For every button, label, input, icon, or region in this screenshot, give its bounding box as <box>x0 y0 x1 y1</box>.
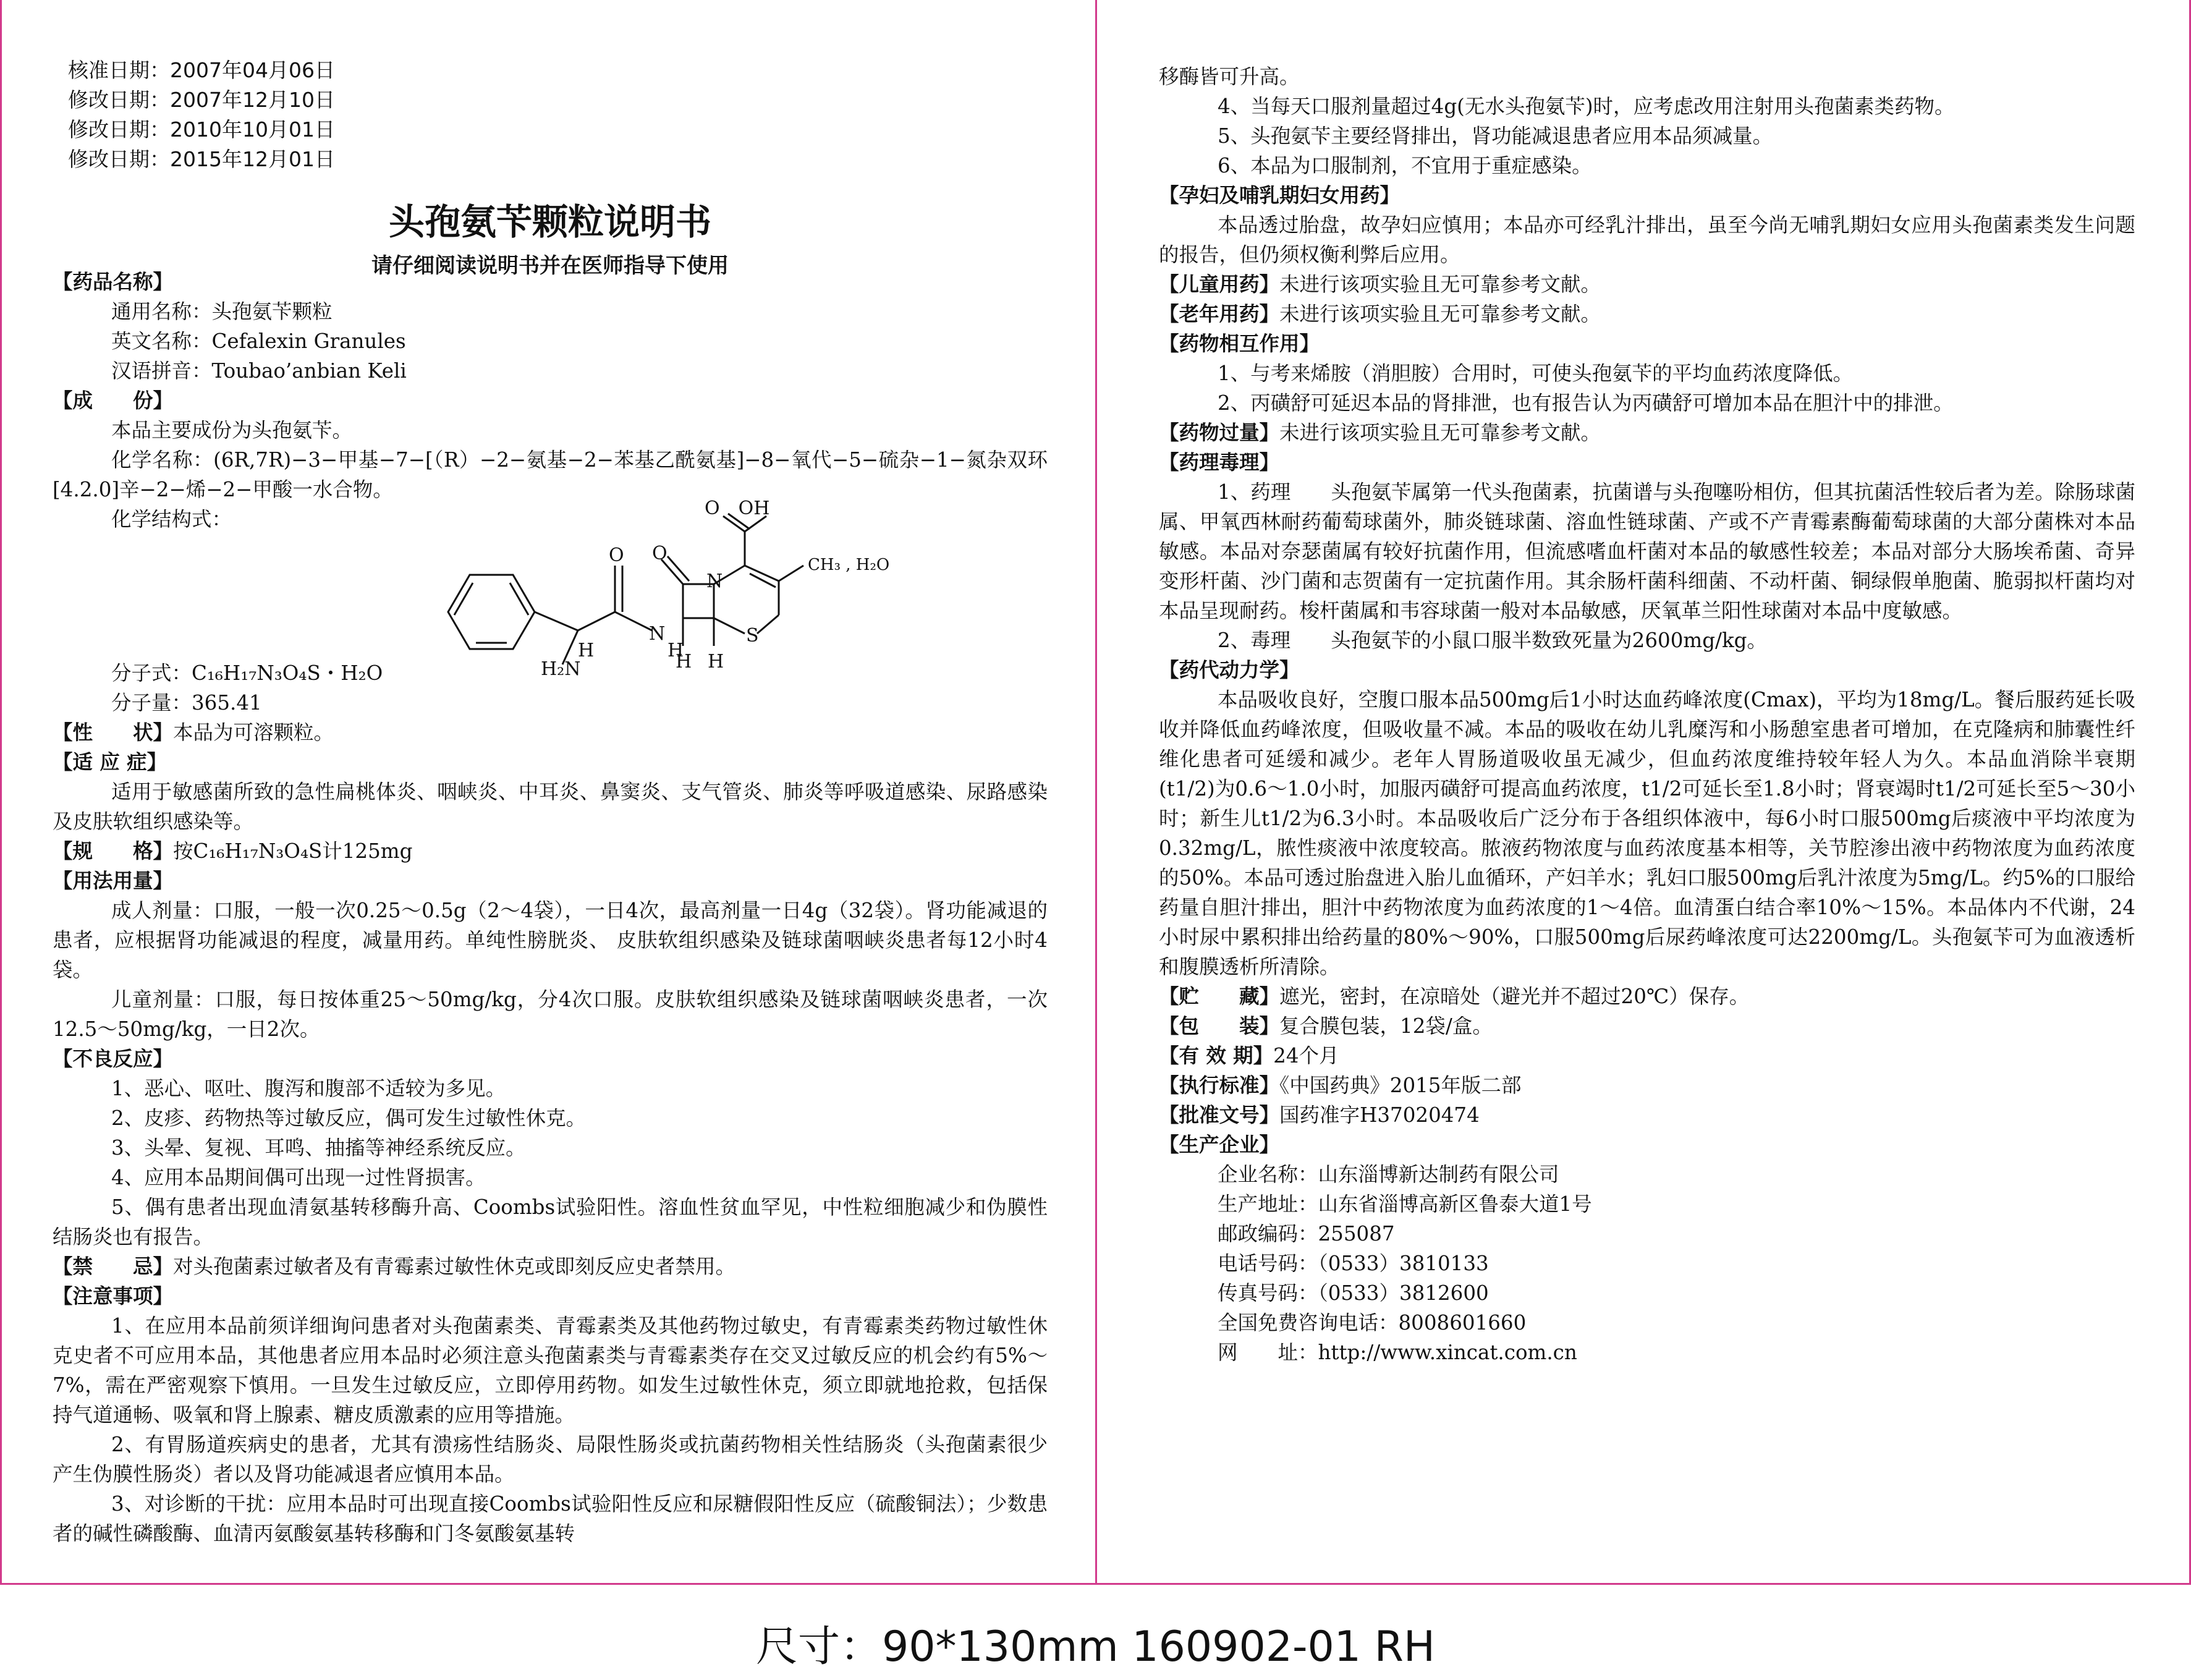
section-header: 【贮 藏】 <box>1159 985 1280 1008</box>
list-item: 2、丙磺舒可延迟本品的肾排泄，也有报告认为丙磺舒可增加本品在胆汁中的排泄。 <box>1218 391 1954 415</box>
section-header: 【包 装】 <box>1159 1014 1280 1038</box>
section-header: 【儿童用药】 <box>1159 273 1280 296</box>
approval-text: 国药准字H37020474 <box>1279 1103 1480 1127</box>
contraindications-section <box>53 1252 1048 1281</box>
list-item: 1、恶心、呕吐、腹泻和腹部不适较为多见。 <box>111 1077 506 1100</box>
company-name: 企业名称：山东淄博新达制药有限公司 <box>1218 1163 1559 1186</box>
size-footer: 尺寸：90*130mm 160902-01 RH <box>755 1623 1436 1671</box>
section-header: 【不良反应】 <box>53 1047 174 1071</box>
section-header: 【药物相互作用】 <box>1159 332 1320 355</box>
left-border-line <box>0 0 2 1585</box>
overdose-section <box>1159 418 2135 448</box>
generic-name: 通用名称：头孢氨苄颗粒 <box>111 300 333 323</box>
h-label: H <box>676 651 692 672</box>
adult-dosage: 成人剂量：口服，一般一次0.25～0.5g（2～4袋），一日4次，最高剂量一日4g（32袋）。肾功能减退的患者，应根据肾功能减退的程度，减量用药。单纯性膀胱炎、 皮肤软组织感染及链球菌咽峡炎患者每12小时4袋。 <box>53 899 1048 982</box>
chemical-structure-diagram <box>423 494 890 680</box>
properties-text: 本品为可溶颗粒。 <box>173 721 334 744</box>
list-item: 6、本品为口服制剂，不宜用于重症感染。 <box>1218 154 1592 177</box>
overdose-text: 未进行该项实验且无可靠参考文献。 <box>1279 421 1601 444</box>
website-url: 网 址：http://www.xincat.com.cn <box>1218 1341 1577 1364</box>
section-header: 【药品名称】 <box>53 270 174 294</box>
list-item: 2、有胃肠道疾病史的患者，尤其有溃疡性结肠炎、局限性肠炎或抗菌药物相关性结肠炎（头孢菌素很少产生伪膜性肠炎）者以及肾功能减退者应慎用本品。 <box>53 1433 1048 1486</box>
section-header: 【注意事项】 <box>53 1284 174 1308</box>
section-header: 【性 状】 <box>53 721 174 744</box>
molecular-weight: 分子量：365.41 <box>111 691 262 715</box>
section-header: 【孕妇及哺乳期妇女用药】 <box>1159 184 1401 207</box>
pediatric-text: 未进行该项实验且无可靠参考文献。 <box>1279 273 1601 296</box>
storage-text: 遮光，密封，在凉暗处（避光并不超过20℃）保存。 <box>1279 985 1750 1008</box>
geriatric-text: 未进行该项实验且无可靠参考文献。 <box>1279 302 1601 326</box>
nh-hydrogen-label: H <box>667 640 684 661</box>
fax-number: 传真号码：（0533）3812600 <box>1218 1281 1489 1305</box>
ring-nitrogen-label: N <box>706 571 723 592</box>
pinyin-name: 汉语拼音：Toubao’anbian Keli <box>111 359 407 383</box>
indications-text: 适用于敏感菌所致的急性扁桃体炎、咽峡炎、中耳炎、鼻窦炎、支气管炎、肺炎等呼吸道感染、尿路感染及皮肤软组织感染等。 <box>53 780 1048 833</box>
center-divider-line <box>1095 0 1097 1585</box>
section-header: 【药代动力学】 <box>1159 658 1300 682</box>
approval-section <box>1159 1100 2135 1130</box>
revision-date: 修改日期：2007年12月10日 <box>68 88 335 112</box>
contraindications-text: 对头孢菌素过敏者及有青霉素过敏性休克或即刻反应史者禁用。 <box>173 1255 736 1278</box>
section-header: 【药理毒理】 <box>1159 451 1280 474</box>
main-ingredient: 本品主要成份为头孢氨苄。 <box>111 418 353 442</box>
molecular-formula: 分子式：C₁₆H₁₇N₃O₄S・H₂O <box>111 661 383 685</box>
section-header: 【适 应 症】 <box>53 750 167 774</box>
phone-number: 电话号码：（0533）3810133 <box>1218 1252 1489 1275</box>
standard-section <box>1159 1071 2135 1100</box>
list-item: 4、当每天口服剂量超过4g(无水头孢氨苄)时，应考虑改用注射用头孢菌素类药物。 <box>1218 95 1955 118</box>
continued-text: 移酶皆可升高。 <box>1159 65 1300 88</box>
list-item: 5、偶有患者出现血清氨基转移酶升高、Coombs试验阳性。溶血性贫血罕见，中性粒细胞减少和伪膜性结肠炎也有报告。 <box>53 1195 1048 1249</box>
structure-label: 化学结构式： <box>111 507 232 531</box>
cooh-label: O OH <box>705 498 770 519</box>
pediatric-section <box>1159 269 2135 299</box>
english-name: 英文名称：Cefalexin Granules <box>111 329 406 353</box>
amide-oxygen-label: O <box>609 545 624 566</box>
methyl-water-label: CH₃ , H₂O <box>808 556 890 574</box>
section-header: 【成 份】 <box>53 389 174 412</box>
approval-date: 核准日期：2007年04月06日 <box>68 58 335 82</box>
section-header: 【生产企业】 <box>1159 1133 1280 1156</box>
section-header: 【用法用量】 <box>53 869 174 893</box>
section-header: 【禁 忌】 <box>53 1255 174 1278</box>
package-section <box>1159 1011 2135 1041</box>
revision-dates <box>68 56 335 174</box>
storage-section <box>1159 982 2135 1011</box>
revision-date: 修改日期：2015年12月01日 <box>68 147 335 171</box>
list-item: 3、头晕、复视、耳鸣、抽搐等神经系统反应。 <box>111 1136 526 1160</box>
company-address: 生产地址：山东省淄博高新区鲁泰大道1号 <box>1218 1192 1592 1216</box>
amine-label: H₂N <box>541 658 581 680</box>
document-title: 头孢氨苄颗粒说明书 <box>388 201 711 243</box>
spec-section <box>53 836 1048 866</box>
revision-date: 修改日期：2010年10月01日 <box>68 117 335 142</box>
section-header: 【执行标准】 <box>1159 1074 1280 1097</box>
list-item: 4、应用本品期间偶可出现一过性肾损害。 <box>111 1166 486 1189</box>
list-item: 3、对诊断的干扰：应用本品时可出现直接Coombs试验阳性反应和尿糖假阳性反应（硫酸铜法）；少数患者的碱性磷酸酶、血清丙氨酸氨基转移酶和门冬氨酸氨基转 <box>53 1492 1048 1545</box>
pregnancy-text: 本品透过胎盘，故孕妇应慎用；本品亦可经乳汁排出，虽至今尚无哺乳期妇女应用头孢菌素类发生问题的报告，但仍须权衡利弊后应用。 <box>1159 213 2135 266</box>
child-dosage: 儿童剂量：口服，每日按体重25～50mg/kg，分4次口服。皮肤软组织感染及链球菌咽峡炎患者，一次12.5～50mg/kg，一日2次。 <box>53 988 1048 1041</box>
right-column-body <box>1159 62 2135 1367</box>
validity-text: 24个月 <box>1273 1044 1339 1067</box>
h-label: H <box>708 651 724 672</box>
lactam-oxygen-label: O <box>652 543 667 564</box>
package-text: 复合膜包装，12袋/盒。 <box>1279 1014 1493 1038</box>
section-header: 【老年用药】 <box>1159 302 1280 326</box>
section-header: 【规 格】 <box>53 839 174 863</box>
alpha-hydrogen-label: H <box>578 640 595 661</box>
list-item: 1、与考来烯胺（消胆胺）合用时，可使头孢氨苄的平均血药浓度降低。 <box>1218 362 1854 385</box>
list-item: 1、在应用本品前须详细询问患者对头孢菌素类、青霉素类及其他药物过敏史，有青霉素类药物过敏性休克史者不可应用本品，其他患者应用本品时必须注意头孢菌素类与青霉素类存在交叉过敏反应的机会约有5%～7%，需在严密观察下慎用。一旦发生过敏反应，立即停用药物。如发生过敏性休克，须立即就地抢救，包括保持气道通畅、吸氧和肾上腺素、糖皮质激素的应用等措施。 <box>53 1314 1048 1427</box>
pharmacology-text: 1、药理 头孢氨苄属第一代头孢菌素，抗菌谱与头孢噻吩相仿，但其抗菌活性较后者为差。除肠球菌属、甲氧西林耐药葡萄球菌外，肺炎链球菌、溶血性链球菌、产或不产青霉素酶葡萄球菌的大部分菌株对本品敏感。本品对奈瑟菌属有较好抗菌作用，但流感嗜血杆菌对本品的敏感性较差；本品对部分大肠埃希菌、奇异变形杆菌、沙门菌和志贺菌有一定抗菌作用。其余肠杆菌科细菌、不动杆菌、铜绿假单胞菌、脆弱拟杆菌均对本品呈现耐药。梭杆菌属和韦容球菌一般对本品敏感，厌氧革兰阳性球菌对本品中度敏感。 <box>1159 480 2135 622</box>
toxicology-text: 2、毒理 头孢氨苄的小鼠口服半数致死量为2600mg/kg。 <box>1218 629 1767 652</box>
properties-section <box>53 718 1048 747</box>
section-header: 【批准文号】 <box>1159 1103 1280 1127</box>
left-column-body <box>53 658 1048 1548</box>
document-subtitle: 请仔细阅读说明书并在医师指导下使用 <box>371 253 729 278</box>
list-item: 5、头孢氨苄主要经肾排出，肾功能减退患者应用本品须减量。 <box>1218 124 1773 148</box>
validity-section <box>1159 1041 2135 1071</box>
hotline-number: 全国免费咨询电话：8008601660 <box>1218 1311 1527 1334</box>
sulfur-label: S <box>746 625 759 647</box>
section-header: 【有 效 期】 <box>1159 1044 1274 1067</box>
chemical-name: 化学名称：(6R,7R)−3−甲基−7−[（R）−2−氨基−2−苯基乙酰氨基]−8−氧代−5−硫杂−1−氮杂双环[4.2.0]辛−2−烯−2−甲酸一水合物。 <box>53 448 1048 501</box>
geriatric-section <box>1159 299 2135 329</box>
postal-code: 邮政编码：255087 <box>1218 1222 1395 1245</box>
spec-text: 按C₁₆H₁₇N₃O₄S计125mg <box>173 839 413 863</box>
standard-text: 《中国药典》2015年版二部 <box>1279 1074 1522 1097</box>
list-item: 2、皮疹、药物热等过敏反应，偶可发生过敏性休克。 <box>111 1106 587 1130</box>
pharmacokinetics-text: 本品吸收良好，空腹口服本品500mg后1小时达血药峰浓度(Cmax)，平均为18mg/L。餐后服药延长吸收并降低血药峰浓度，但吸收量不减。本品的吸收在幼儿乳糜泻和小肠憩室患者可增加，在克隆病和肺囊性纤维化患者可延缓和减少。老年人胃肠道吸收虽无减少，但血药浓度维持较年轻人为久。本品血消除半衰期(t1/2)为0.6～1.0小时，加服丙磺舒可提高血药浓度，t1/2可延长至1.8小时；肾衰竭时t1/2可延长至5～30小时；新生儿t1/2为6.3小时。本品吸收后广泛分布于各组织体液中，每6小时口服500mg后痰液中平均浓度为0.32mg/L，脓性痰液中浓度较高。脓液药物浓度与血药浓度基本相等，关节腔渗出液中药物浓度为血药浓度的50%。本品可透过胎盘进入胎儿血循环，产妇羊水；乳妇口服500mg后乳汁浓度为5mg/L。约5%的口服给药量自胆汁排出，胆汁中药物浓度为血药浓度的1～4倍。血清蛋白结合率10%～15%。本品体内不代谢，24小时尿中累积排出给药量的80%～90%，口服500mg后尿药峰浓度可达2200mg/L。头孢氨苄可为血液透析和腹膜透析所清除。 <box>1159 688 2135 978</box>
amide-nh-label: N <box>649 623 666 645</box>
section-header: 【药物过量】 <box>1159 421 1280 444</box>
